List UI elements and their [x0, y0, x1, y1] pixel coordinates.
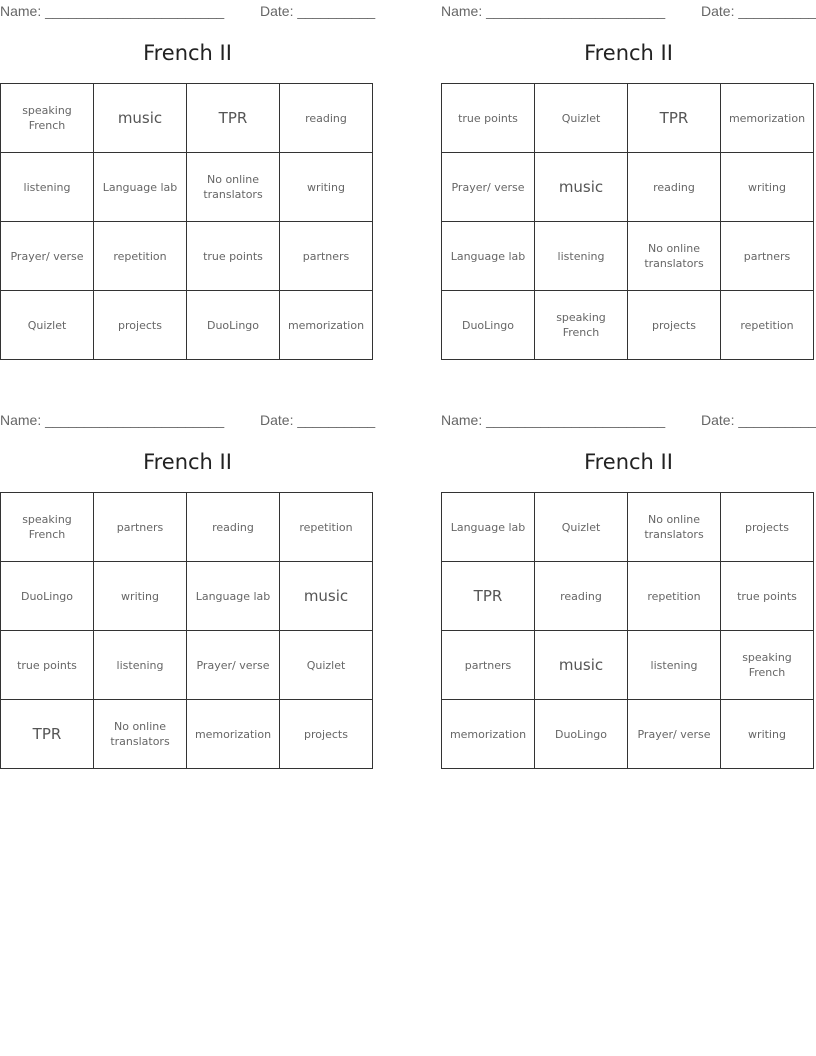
bingo-row	[1, 700, 373, 769]
bingo-grid	[441, 83, 814, 360]
bingo-row	[442, 493, 814, 562]
bingo-card-4	[441, 409, 816, 769]
bingo-row	[1, 562, 373, 631]
bingo-cell: Language lab	[94, 153, 187, 222]
bingo-cell: Prayer/ verse	[1, 222, 94, 291]
name-field: Name: _______________________	[441, 3, 666, 19]
bingo-row	[442, 222, 814, 291]
bingo-row	[442, 631, 814, 700]
bingo-cell: writing	[94, 562, 187, 631]
bingo-row	[442, 291, 814, 360]
bingo-cell: music	[94, 84, 187, 153]
card-title: French II	[143, 41, 232, 65]
bingo-cell: writing	[280, 153, 373, 222]
date-field: Date: __________	[260, 3, 376, 19]
bingo-cell: true points	[187, 222, 280, 291]
bingo-cell: writing	[721, 153, 814, 222]
bingo-cell: repetition	[721, 291, 814, 360]
bingo-cell: Prayer/ verse	[628, 700, 721, 769]
bingo-cell: Prayer/ verse	[442, 153, 535, 222]
bingo-cell: projects	[721, 493, 814, 562]
bingo-cell: reading	[628, 153, 721, 222]
bingo-cell: speaking French	[721, 631, 814, 700]
bingo-cell: reading	[187, 493, 280, 562]
bingo-cell: true points	[721, 562, 814, 631]
bingo-cell: Quizlet	[535, 84, 628, 153]
bingo-cell: speaking French	[535, 291, 628, 360]
bingo-cell: partners	[280, 222, 373, 291]
name-field: Name: _______________________	[0, 3, 225, 19]
card-title: French II	[584, 41, 673, 65]
bingo-cell: true points	[442, 84, 535, 153]
bingo-cell: Prayer/ verse	[187, 631, 280, 700]
bingo-cell: projects	[94, 291, 187, 360]
bingo-cell: Language lab	[187, 562, 280, 631]
bingo-cell: No online translators	[628, 222, 721, 291]
bingo-cell: music	[280, 562, 373, 631]
bingo-cell: listening	[535, 222, 628, 291]
bingo-cell: listening	[1, 153, 94, 222]
name-field: Name: _______________________	[0, 412, 225, 428]
bingo-row	[442, 700, 814, 769]
bingo-card-3	[0, 409, 375, 769]
bingo-cell: TPR	[1, 700, 94, 769]
bingo-cell: TPR	[628, 84, 721, 153]
bingo-cell: music	[535, 631, 628, 700]
bingo-cell: listening	[94, 631, 187, 700]
bingo-cell: Quizlet	[1, 291, 94, 360]
bingo-cell: repetition	[628, 562, 721, 631]
bingo-cell: music	[535, 153, 628, 222]
card-title: French II	[584, 450, 673, 474]
bingo-cell: repetition	[280, 493, 373, 562]
bingo-cell: DuoLingo	[442, 291, 535, 360]
bingo-card-2	[441, 0, 816, 360]
bingo-cell: projects	[628, 291, 721, 360]
name-field: Name: _______________________	[441, 412, 666, 428]
bingo-grid	[0, 492, 373, 769]
bingo-cell: speaking French	[1, 84, 94, 153]
bingo-row	[442, 153, 814, 222]
bingo-row	[1, 222, 373, 291]
bingo-cell: partners	[442, 631, 535, 700]
date-field: Date: __________	[701, 3, 816, 19]
bingo-cell: reading	[280, 84, 373, 153]
bingo-row	[1, 153, 373, 222]
bingo-row	[442, 84, 814, 153]
bingo-cell: listening	[628, 631, 721, 700]
card-title: French II	[143, 450, 232, 474]
bingo-row	[442, 562, 814, 631]
date-field: Date: __________	[701, 412, 816, 428]
bingo-cell: partners	[94, 493, 187, 562]
bingo-cell: Language lab	[442, 493, 535, 562]
bingo-cell: TPR	[187, 84, 280, 153]
bingo-cell: projects	[280, 700, 373, 769]
bingo-row	[1, 84, 373, 153]
bingo-cell: DuoLingo	[1, 562, 94, 631]
bingo-cell: No online translators	[94, 700, 187, 769]
bingo-cell: Quizlet	[280, 631, 373, 700]
bingo-grid	[441, 492, 814, 769]
bingo-cell: Language lab	[442, 222, 535, 291]
bingo-cell: reading	[535, 562, 628, 631]
bingo-cell: memorization	[187, 700, 280, 769]
bingo-cell: No online translators	[628, 493, 721, 562]
date-field: Date: __________	[260, 412, 376, 428]
bingo-cell: No online translators	[187, 153, 280, 222]
bingo-cell: memorization	[442, 700, 535, 769]
bingo-row	[1, 631, 373, 700]
bingo-cell: memorization	[721, 84, 814, 153]
bingo-cell: DuoLingo	[187, 291, 280, 360]
bingo-cell: TPR	[442, 562, 535, 631]
bingo-row	[1, 493, 373, 562]
bingo-row	[1, 291, 373, 360]
bingo-cell: repetition	[94, 222, 187, 291]
bingo-card-1	[0, 0, 375, 360]
bingo-cell: true points	[1, 631, 94, 700]
bingo-cell: DuoLingo	[535, 700, 628, 769]
bingo-cell: speaking French	[1, 493, 94, 562]
bingo-cell: memorization	[280, 291, 373, 360]
bingo-cell: writing	[721, 700, 814, 769]
bingo-grid	[0, 83, 373, 360]
bingo-cell: Quizlet	[535, 493, 628, 562]
bingo-cell: partners	[721, 222, 814, 291]
